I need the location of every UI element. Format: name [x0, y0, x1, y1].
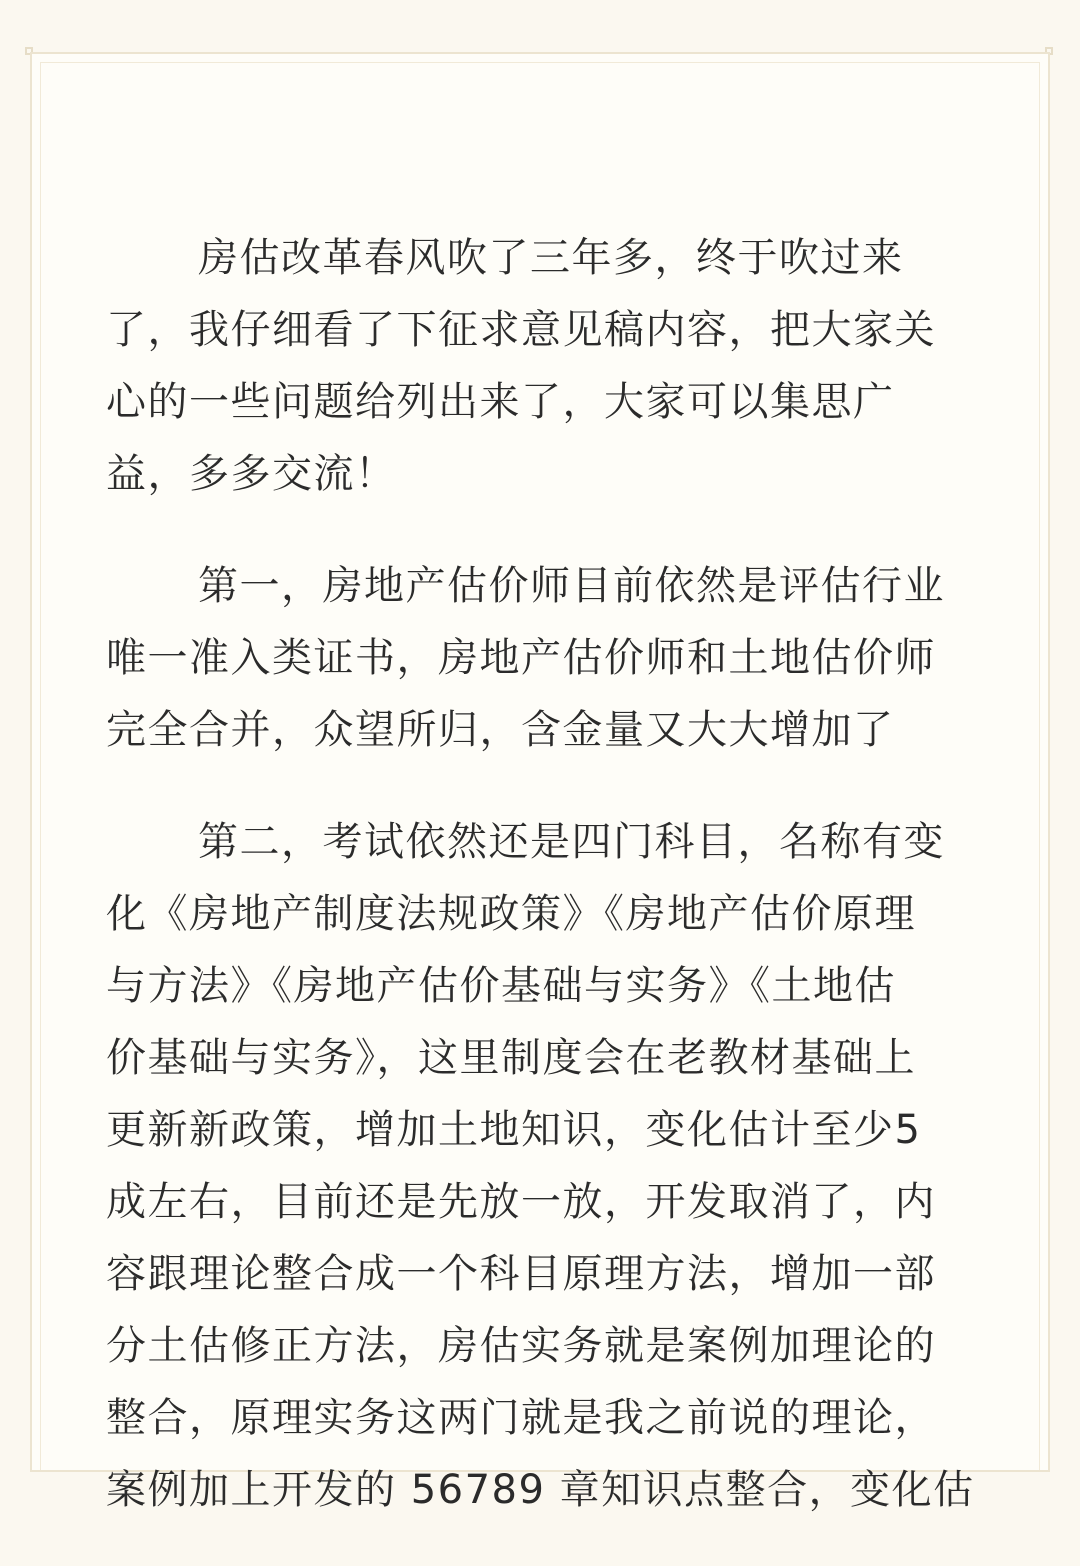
article-body	[106, 174, 986, 1566]
paragraph-first-point	[106, 550, 986, 766]
article-card	[30, 52, 1050, 1513]
text-line: 心的一些问题给列出来了，大家可以集思广	[106, 379, 895, 425]
text-line: 与方法》《房地产估价基础与实务》《土地估	[106, 963, 896, 1009]
text-line: 唯一准入类证书，房地产估价师和土地估价师	[106, 635, 936, 681]
paragraph-second-point	[106, 806, 986, 1526]
text-line: 化《房地产制度法规政策》《房地产估价原理	[106, 891, 916, 937]
text-line: 第二，考试依然还是四门科目，名称有变	[198, 819, 945, 865]
text-line: 了，我仔细看了下征求意见稿内容，把大家关	[106, 307, 936, 353]
text-line: 益，多多交流！	[106, 451, 397, 497]
text-line: 成左右，目前还是先放一放，开发取消了，内	[106, 1179, 936, 1225]
text-line: 容跟理论整合成一个科目原理方法，增加一部	[106, 1251, 936, 1297]
text-line: 价基础与实务》，这里制度会在老教材基础上	[106, 1035, 916, 1081]
text-line: 整合，原理实务这两门就是我之前说的理论，	[106, 1395, 936, 1441]
text-line: 第一，房地产估价师目前依然是评估行业	[198, 563, 945, 609]
paragraph-intro	[106, 222, 986, 510]
text-line: 房估改革春风吹了三年多，终于吹过来	[198, 235, 904, 281]
text-line: 完全合并，众望所归，含金量又大大增加了	[106, 707, 895, 753]
text-line: 分土估修正方法，房估实务就是案例加理论的	[106, 1323, 936, 1369]
text-line: 更新新政策，增加土地知识，变化估计至少5	[106, 1107, 922, 1153]
text-line: 案例加上开发的 56789 章知识点整合，变化估	[106, 1467, 975, 1513]
